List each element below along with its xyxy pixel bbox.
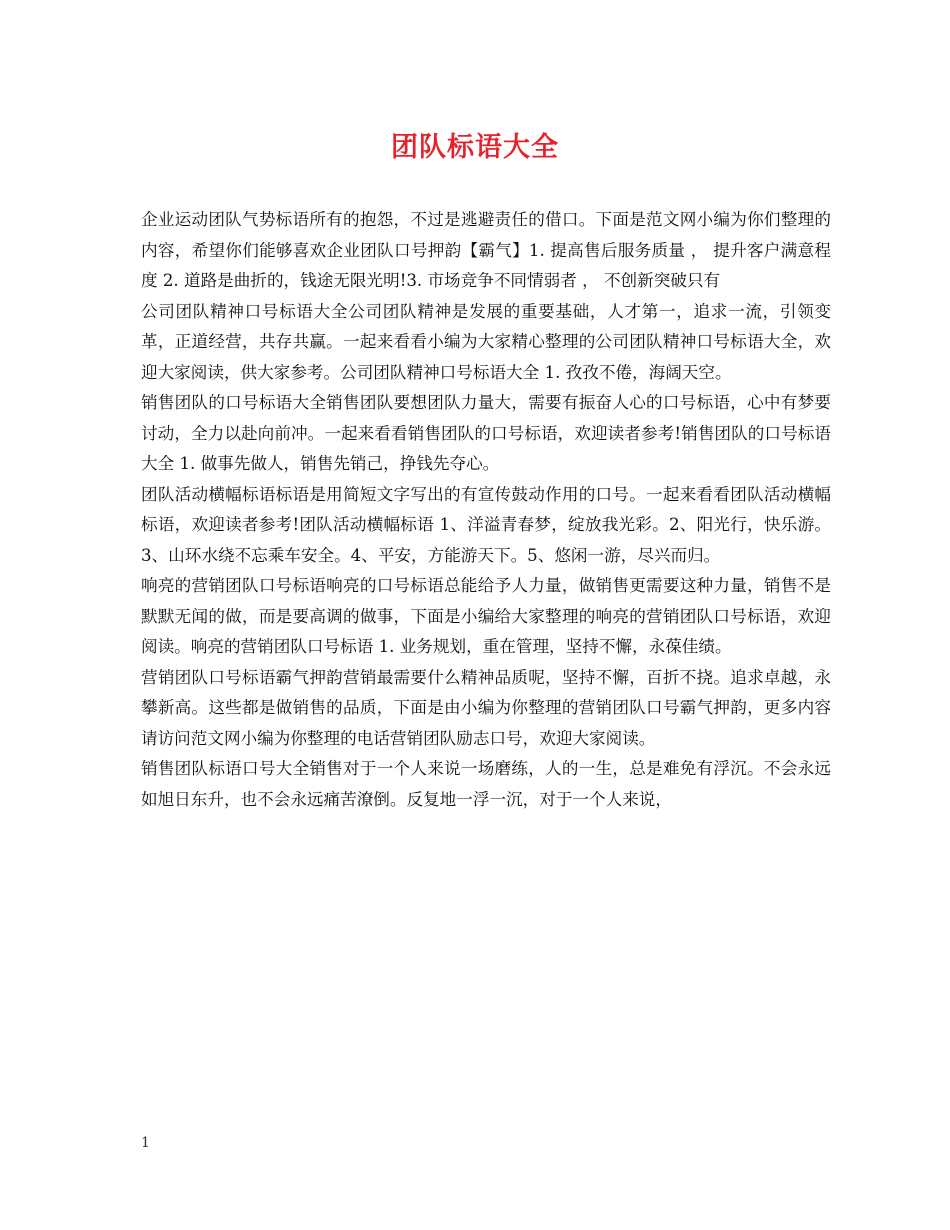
paragraph-5: 响亮的营销团队口号标语响亮的口号标语总能给予人力量，做销售更需要这种力量，销售不是默默无闻的做，而是要高调的做事，下面是小编给大家整理的响亮的营销团队口号标语，欢迎阅读。响亮的营销团队口号标语 1. 业务规划，重在管理，坚持不懈，永葆佳绩。	[141, 576, 831, 656]
paragraph-4: 团队活动横幅标语标语是用简短文字写出的有宣传鼓动作用的口号。一起来看看团队活动横幅标语，欢迎读者参考!团队活动横幅标语 1、洋溢青春梦，绽放我光彩。2、阳光行，快乐游。3、山环水绕不忘乘车安全。4、平安，方能游天下。5、悠闲一游，尽兴而归。	[141, 484, 831, 565]
document-body	[141, 205, 831, 815]
document-title: 团队标语大全	[391, 132, 559, 163]
paragraph-1: 企业运动团队气势标语所有的抱怨，不过是逃避责任的借口。下面是范文网小编为你们整理的内容，希望你们能够喜欢企业团队口号押韵【霸气】1. 提高售后服务质量 ， 提升客户满意程度 2. 道路是曲折的，钱途无限光明!3. 市场竞争不同情弱者 ， 不创新突破只有	[141, 210, 831, 290]
paragraph-2: 公司团队精神口号标语大全公司团队精神是发展的重要基础，人才第一，追求一流，引领变革，正道经营，共存共赢。一起来看看小编为大家精心整理的公司团队精神口号标语大全，欢迎大家阅读，供大家参考。公司团队精神口号标语大全 1. 孜孜不倦，海阔天空。	[141, 301, 831, 382]
paragraph-7: 销售团队标语口号大全销售对于一个人来说一场磨练，人的一生，总是难免有浮沉。不会永远如旭日东升，也不会永远痛苦潦倒。反复地一浮一沉，对于一个人来说，	[141, 759, 831, 809]
paragraph-6: 营销团队口号标语霸气押韵营销最需要什么精神品质呢，坚持不懈，百折不挠。追求卓越，永攀新高。这些都是做销售的品质，下面是由小编为你整理的营销团队口号霸气押韵，更多内容请访问范文网小编为你整理的电话营销团队励志口号，欢迎大家阅读。	[141, 667, 831, 748]
paragraph-3: 销售团队的口号标语大全销售团队要想团队力量大，需要有振奋人心的口号标语，心中有梦要讨动，全力以赴向前冲。一起来看看销售团队的口号标语，欢迎读者参考!销售团队的口号标语大全 1. 做事先做人，销售先销己，挣钱先夺心。	[141, 393, 831, 473]
page-number: 1	[141, 1135, 150, 1151]
